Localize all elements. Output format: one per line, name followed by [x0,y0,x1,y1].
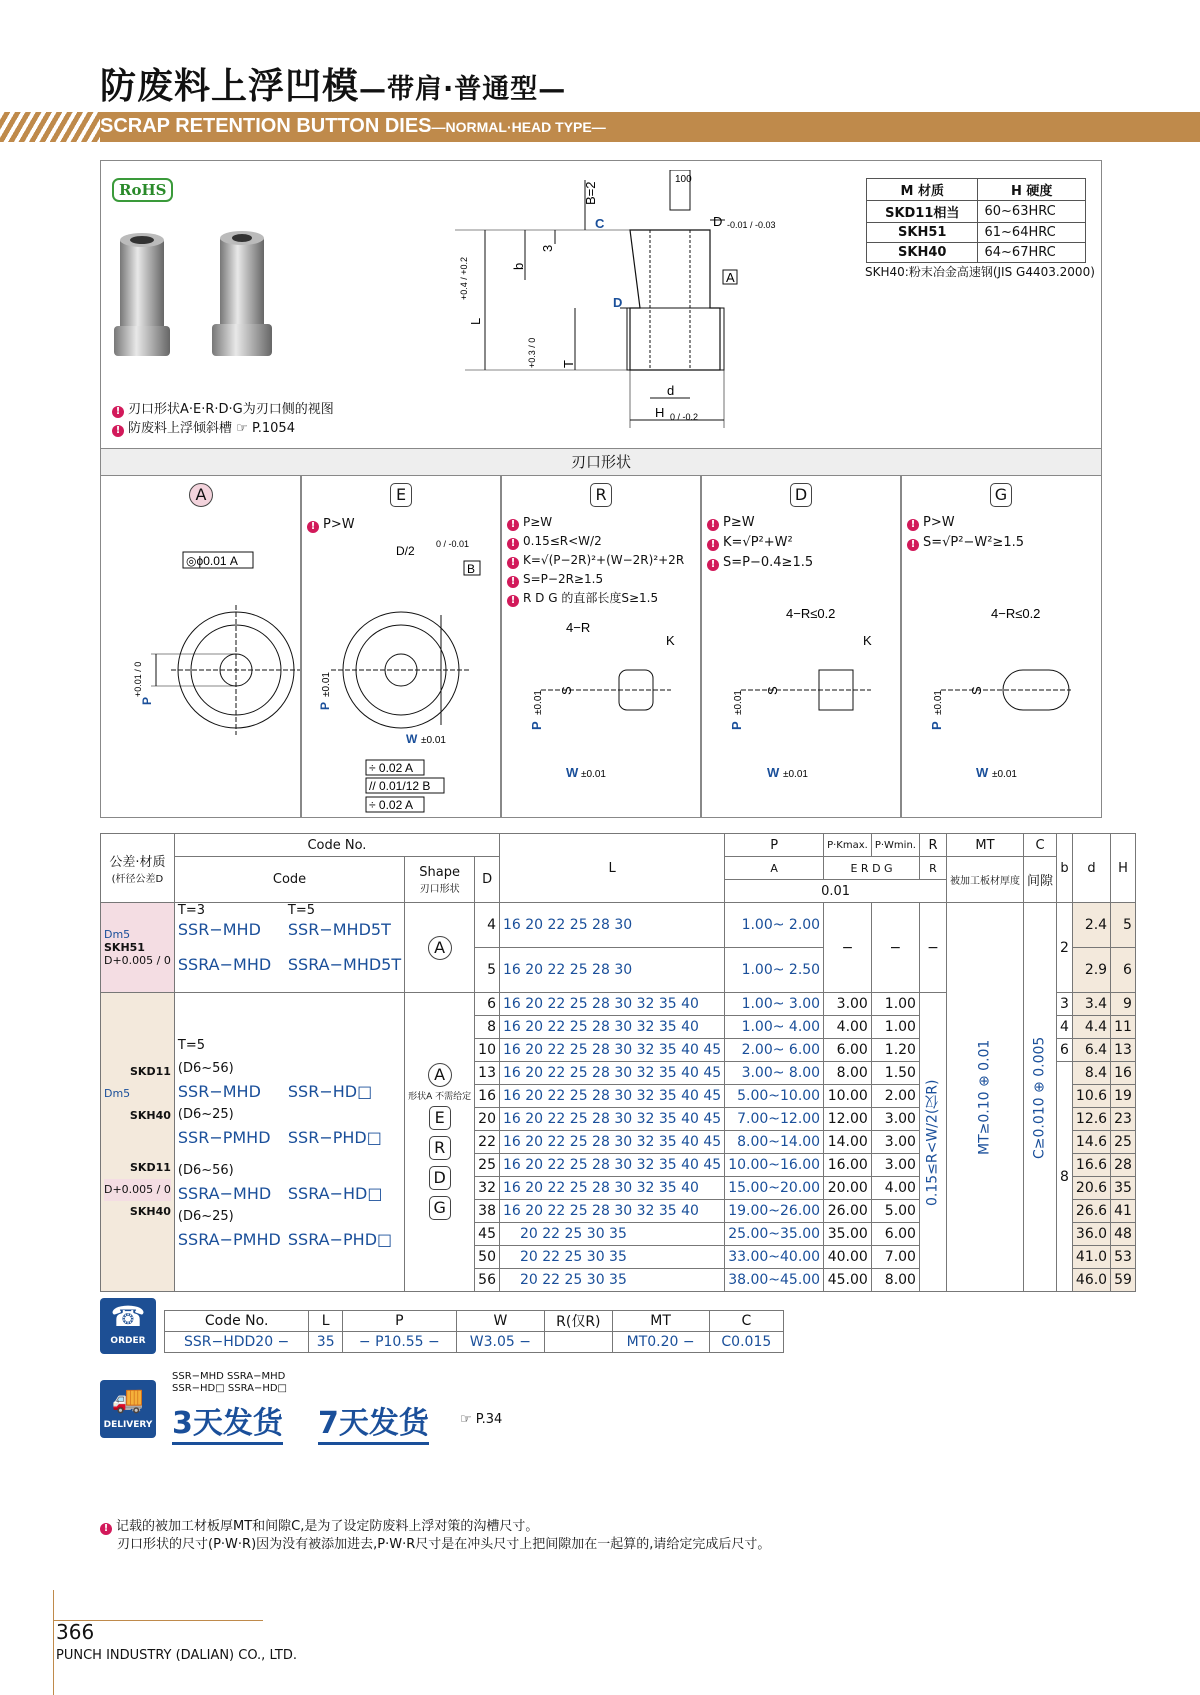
group2-codes: T=5 (D6~56) SSR−MHD SSR−HD□ (D6~25) SSR−PMHD SSR−PHD□ (D6~56) SSRA−MHD SSRA−HD□ (D6~25) SSRA−PMHD SSRA−PHD□ [174,993,404,1292]
pw-dash: − [871,903,919,993]
col-c-sub: 间隙 [1023,857,1056,903]
shape-g-s: S [969,686,984,695]
shape-panel-d [700,475,902,818]
small-b-label: b [511,262,526,270]
table-row: 25 16 20 22 25 28 30 32 35 40 45 10.00~16.00 16.00 3.00 16.6 28 [101,1154,1136,1177]
col-r: R [919,834,946,857]
r-vertical: 0.15≤R<W/2(仅R) [919,993,946,1292]
shape-r-ptol: ±0.01 [533,690,544,715]
table-row: 10 16 20 22 25 28 30 32 35 40 45 2.00~ 6.00 6.00 1.20 6 6.4 13 [101,1039,1136,1062]
col-p-tol: 0.01 [725,880,947,903]
c-label: C [595,216,605,231]
ref-link[interactable]: ☞ P.1054 [236,421,295,436]
col-code: Code [174,857,404,903]
group1-shape: A [405,903,475,993]
shape-e-drawing [301,535,501,815]
group1-codes: T=3 T=5 SSR−MHD SSR−MHD5T SSRA−MHD SSRA−MHD5T [174,903,404,993]
group2-shapes: A 形状A 不需给定 E R D G [405,993,475,1292]
shape-r-w: W [566,765,579,780]
b-eight: 8 [1056,1062,1072,1292]
table-row: 22 16 20 22 25 28 30 32 35 40 45 8.00~14.00 14.00 3.00 14.6 25 [101,1131,1136,1154]
l-tol: +0.4 / +0.2 [459,256,469,300]
shape-d-badge: D [790,483,812,507]
table-row: Dm5 SKH51 D+0.005 / 0 T=3 T=5 SSR−MHD SSR−MHD5T SSRA−MHD SSRA−MHD5T A 4 16 20 22 25 28 30 1.00~ 2.00 − − − MT≥0.10 ⊕ 0.01 C≥0.010 ⊕ 0.005 2 2.4 5 [101,903,1136,948]
table-row: 32 16 20 22 25 28 30 32 35 40 15.00~20.00 20.00 4.00 20.6 35 [101,1177,1136,1200]
hardness-header: H 硬度 [978,179,1086,201]
note-tilted-groove: ! 防废料上浮倾斜槽 ☞ P.1054 [112,417,295,437]
shape-r-conds: ! P≥W ! 0.15≤R<W/2 ! K=√(P−2R)²+(W−2R)²+2R ! S=P−2R≥1.5 ! R D G 的直部长度S≥1.5 [507,513,684,608]
angle-label: 100 [675,174,692,185]
r-dash: − [919,903,946,993]
col-p-edrg: E R D G [824,857,920,880]
table-row: 50 20 22 25 30 35 33.00~40.00 40.00 7.00 41.0 53 [101,1246,1136,1269]
material-header: M 材质 [867,179,978,201]
pk-dash: − [824,903,872,993]
rohs-badge: RoHS [112,178,173,202]
col-shape: Shape 刃口形状 [405,857,475,903]
shape-g-badge: G [990,483,1012,507]
material-row: SKD11相当 60~63HRC [867,201,1086,223]
group1-material: Dm5 SKH51 D+0.005 / 0 [101,903,175,993]
shape-g-wtol: ±0.01 [992,769,1017,780]
shape-e-p: P [318,701,332,710]
footer-rule-vertical [53,1590,54,1695]
dt-label: D [613,295,623,310]
d-label: D [713,214,723,229]
shape-panel-r [500,475,702,818]
table-row: 20 16 20 22 25 28 30 32 35 40 45 7.00~12.00 12.00 3.00 12.6 23 [101,1108,1136,1131]
shape-e-tol3: ÷ 0.02 A [369,798,413,812]
shape-d-s: S [765,686,780,695]
shape-g-ptol: ±0.01 [933,690,944,715]
table-row: 38 16 20 22 25 28 30 32 35 40 19.00~26.00 26.00 5.00 26.6 41 [101,1200,1136,1223]
mt-vertical: MT≥0.10 ⊕ 0.01 [946,903,1023,1292]
shape-e-d2tol: 0 / -0.01 [436,539,470,549]
shape-d-p: P [729,721,744,730]
shape-e-d2: D/2 [396,544,415,558]
table-row: 56 20 22 25 30 35 38.00~45.00 45.00 8.00 46.0 59 [101,1269,1136,1292]
material-row: SKH40 64~67HRC [867,243,1086,263]
col-d: d [1072,834,1110,903]
material-note: SKH40:粉末冶金高速钢(JIS G4403.2000) [865,265,1095,279]
page-number: 366 [56,1620,95,1644]
shape-e-w: W [406,732,418,746]
company-name: PUNCH INDUSTRY (DALIAN) CO., LTD. [56,1648,297,1663]
delivery-3day: 3天发货 [172,1398,283,1445]
shape-r-4r: 4−R [566,620,591,635]
shape-d-drawing [701,600,901,790]
table-row: 8 16 20 22 25 28 30 32 35 40 1.00~ 4.00 4.00 1.00 4 4.4 11 [101,1016,1136,1039]
order-value-row: SSR−HDD20 − 35 − P10.55 − W3.05 − MT0.20 − C0.015 [165,1332,784,1353]
col-tolerance: 公差·材质 (杆径公差D [101,834,175,903]
shape-e-ptol: ±0.01 [321,672,332,697]
col-c: C [1023,834,1056,857]
shape-r-p: P [529,721,544,730]
page-subtitle: —带肩·普通型— [359,74,567,105]
c-vertical: C≥0.010 ⊕ 0.005 [1023,903,1056,1292]
col-p-a: A [725,857,824,880]
note-shape-view: ! 刃口形状A·E·R·D·G为刃口侧的视图 [112,398,334,418]
shape-d-4r: 4−R≤0.2 [786,606,836,621]
col-r-r: R [919,857,946,880]
col-l: L [500,834,725,903]
table-row: 45 20 22 25 30 35 25.00~35.00 35.00 6.00 36.0 48 [101,1223,1136,1246]
shape-d-wtol: ±0.01 [783,769,808,780]
table-row: 16 16 20 22 25 28 30 32 35 40 45 5.00~10.00 10.00 2.00 10.6 19 [101,1085,1136,1108]
table-row: 5 16 20 22 25 28 30 1.00~ 2.50 2.9 6 [101,948,1136,993]
shape-panel-a [100,475,302,818]
delivery-7day: 7天发货 [318,1398,429,1445]
shape-d-ptol: ±0.01 [733,690,744,715]
small-d-label: d [667,383,675,398]
shapes-header: 刃口形状 [100,448,1102,476]
shape-e-cond: ! P>W [307,515,355,535]
material-row: SKH51 61~64HRC [867,223,1086,243]
shape-r-k: K [666,633,675,648]
t-tol: +0.3 / 0 [527,337,537,368]
delivery-codes: SSR−MHD SSRA−MHD SSR−HD□ SSRA−HD□ [172,1371,287,1394]
shape-a-p: P [140,696,154,705]
spec-table [100,833,1136,1292]
shape-panel-g [900,475,1102,818]
dimension-drawing [455,170,785,442]
delivery-ref-link[interactable]: ☞ P.34 [460,1412,503,1427]
shape-d-k: K [863,633,872,648]
shape-a-drawing [101,535,301,815]
h-tol: 0 / -0.2 [670,412,699,422]
order-header-row: Code No. L P W R(仅R) MT C [165,1311,784,1332]
shape-e-wtol: ±0.01 [421,735,446,746]
col-pw: P·Wmin. [871,834,919,857]
shape-r-s: S [559,686,574,695]
product-photo [108,230,288,370]
b-label: B=2 [583,181,598,205]
footnote-1: ! 记载的被加工材板厚MT和间隙C,是为了设定防废料上浮对策的沟槽尺寸。 [100,1515,538,1535]
col-mt: MT [946,834,1023,857]
col-p: P [725,834,824,857]
table-row: SKD11 Dm5 SKH40 SKD11 D+0.005 / 0 SKH40 T=5 (D6~56) SSR−MHD SSR−HD□ (D6~25) SSR−PMHD SSR−PHD□ (D6~56) SSRA−MHD SSRA−HD□ (D6~25) SSRA−PMHD SSRA−PHD□ A 形状A 不需给定 E R D G 6 16 20 22 25 28 30 32 35 40 1.00~ 3.00 3.00 1.00 0.15≤R<W/2(仅R) 3 3.4 9 [101,993,1136,1016]
shape-d-w: W [767,765,780,780]
delivery-icon: 🚚 DELIVERY [100,1380,156,1438]
shape-a-tol: ◎ϕ0.01 A [186,554,238,568]
col-dia: D [475,857,500,903]
shape-g-p: P [929,721,944,730]
shape-g-drawing [901,600,1101,790]
shape-r-drawing [501,620,701,810]
group1-b: 2 [1056,903,1072,993]
h-label: H [655,405,665,420]
col-b: b [1056,834,1072,903]
d-tol: -0.01 / -0.03 [727,220,776,230]
material-table [866,178,1086,263]
group2-material: SKD11 Dm5 SKH40 SKD11 D+0.005 / 0 SKH40 [101,993,175,1292]
shape-e-tol2: // 0.01/12 B [369,779,431,793]
shape-a-badge: A [189,483,213,507]
shape-d-conds: ! P≥W ! K=√P²+W² ! S=P−0.4≥1.5 [707,513,813,573]
page-title: 防废料上浮凹模—带肩·普通型— [100,66,567,107]
shape-g-4r: 4−R≤0.2 [991,606,1041,621]
shape-g-w: W [976,765,989,780]
shape-panel-e [300,475,502,818]
col-pk: P·Kmax. [824,834,872,857]
col-h: H [1111,834,1136,903]
col-code-no: Code No. [174,834,499,857]
shape-e-tol1: ÷ 0.02 A [369,761,413,775]
shape-g-conds: ! P>W ! S=√P²−W²≥1.5 [907,513,1024,553]
table-row: 13 16 20 22 25 28 30 32 35 40 45 3.00~ 8.00 8.00 1.50 8 8.4 16 [101,1062,1136,1085]
shape-a-ptol: +0.01 / 0 [133,661,143,697]
shape-e-badge: E [390,483,412,507]
l-label: L [468,317,483,325]
order-example [164,1310,784,1353]
col-mt-sub: 被加工板材厚度 [946,857,1023,903]
three-label: 3 [540,244,555,252]
footnote-2: 刃口形状的尺寸(P·W·R)因为没有被添加进去,P·W·R尺寸是在冲头尺寸上把间隙加在一起算的,请给定完成后尺寸。 [117,1537,771,1552]
banner-stripes [0,112,100,142]
a-datum: A [726,270,735,285]
english-title: SCRAP RETENTION BUTTON DIES—NORMAL·HEAD TYPE— [100,115,606,137]
shape-r-badge: R [590,483,612,507]
shape-r-wtol: ±0.01 [581,769,606,780]
shape-e-datum-b: B [467,562,476,576]
order-icon: ☎ ORDER [100,1298,156,1354]
t-label: T [561,360,576,368]
